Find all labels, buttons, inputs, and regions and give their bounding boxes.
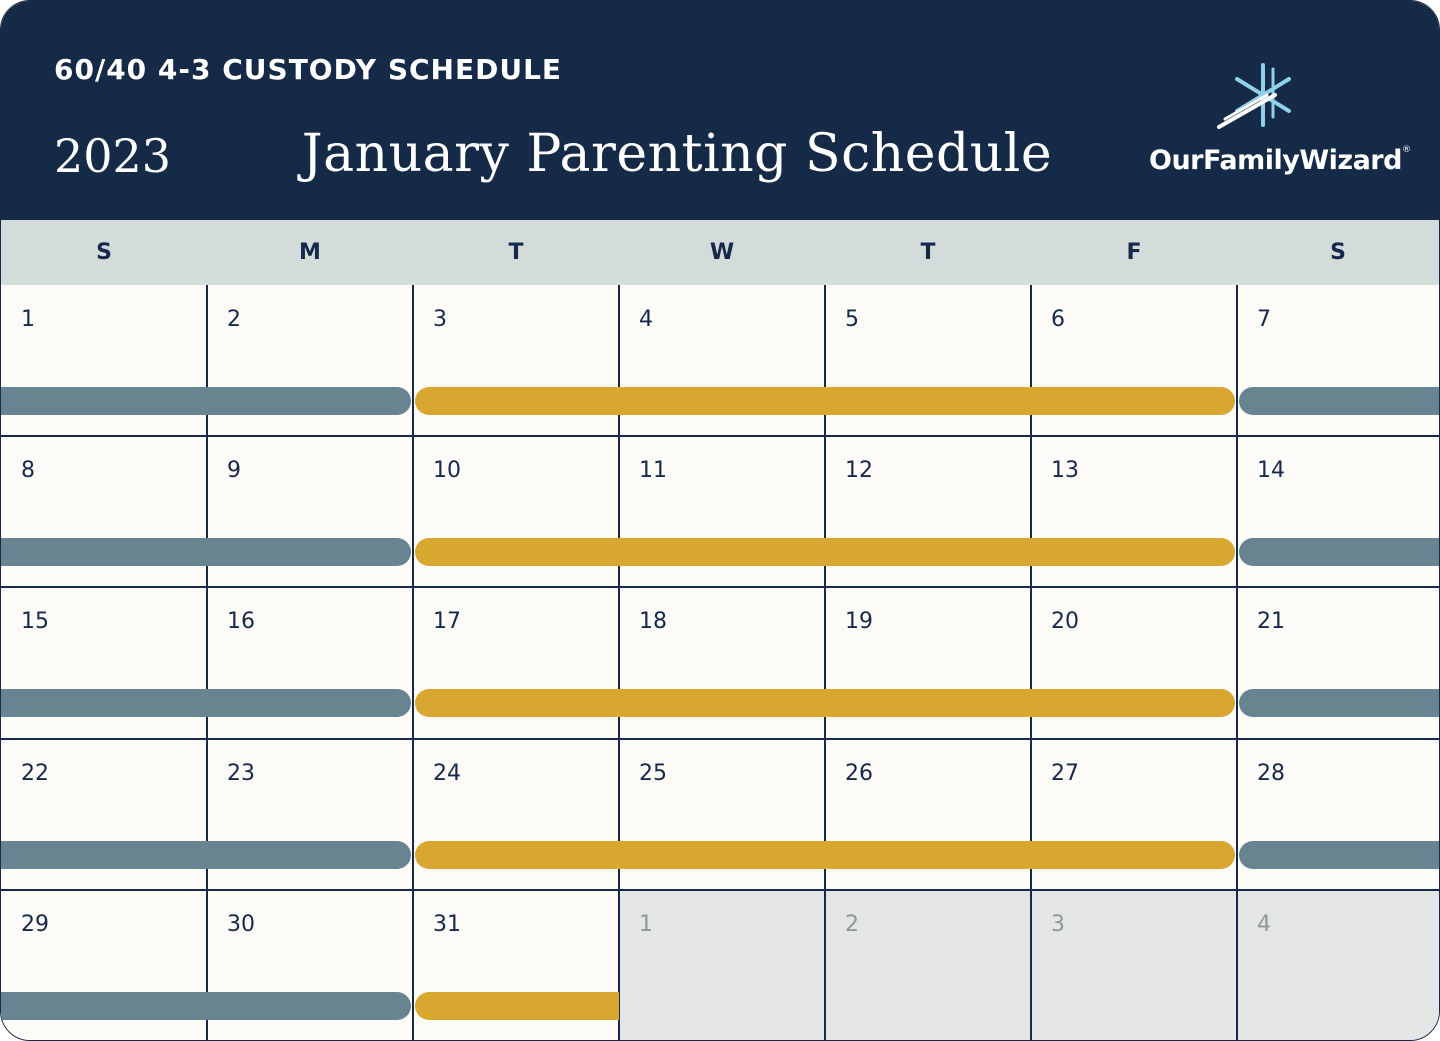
day-number: 23: [227, 760, 255, 786]
day-number: 24: [433, 760, 461, 786]
custody-bar-parent-a: [0, 387, 411, 415]
calendar-day-cell-next-month[interactable]: [1031, 890, 1237, 1041]
calendar-day-cell-next-month[interactable]: [1237, 890, 1439, 1041]
day-number: 5: [845, 307, 859, 332]
day-number: 4: [639, 307, 653, 332]
weekday-header: S: [1330, 240, 1346, 265]
page-title: January Parenting Schedule: [301, 124, 1053, 184]
day-number: 1: [639, 911, 653, 937]
custody-bar-parent-b: [415, 387, 1235, 415]
day-number: 6: [1051, 307, 1065, 332]
custody-bar-parent-a: [0, 841, 411, 869]
custody-bar-parent-a: [0, 538, 411, 566]
grid-row-divider: [1, 738, 1439, 740]
day-number: 20: [1051, 609, 1079, 635]
day-number: 31: [433, 911, 461, 937]
weekday-header: M: [299, 240, 321, 265]
day-number: 27: [1051, 760, 1079, 786]
day-number: 2: [845, 911, 859, 937]
day-number: 19: [845, 609, 873, 635]
day-number: 30: [227, 911, 255, 937]
custody-bar-parent-a: [1239, 538, 1440, 566]
custody-bar-parent-a: [1239, 841, 1440, 869]
grid-row-divider: [1, 586, 1439, 588]
custody-bar-parent-a: [0, 689, 411, 717]
day-number: 14: [1257, 458, 1285, 484]
weekday-header: S: [96, 240, 112, 265]
weekday-header: W: [709, 240, 735, 265]
day-number: 21: [1257, 609, 1285, 635]
calendar-day-cell-next-month[interactable]: [825, 890, 1031, 1041]
calendar-day-cell-next-month[interactable]: [619, 890, 825, 1041]
day-number: 10: [433, 458, 461, 484]
grid-row-divider: [1, 889, 1439, 891]
snowflake-star-logo-icon: [1215, 61, 1311, 131]
year-label: 2023: [54, 129, 172, 183]
day-number: 22: [21, 760, 49, 786]
weekday-header: T: [508, 240, 524, 265]
day-number: 9: [227, 458, 241, 484]
custody-bar-parent-b: [415, 538, 1235, 566]
day-number: 11: [639, 458, 667, 484]
weekday-header: T: [920, 240, 936, 265]
day-number: 17: [433, 609, 461, 635]
day-number: 26: [845, 760, 873, 786]
day-number: 2: [227, 307, 241, 332]
custody-bar-parent-b: [415, 841, 1235, 869]
day-number: 13: [1051, 458, 1079, 484]
day-number: 3: [433, 307, 447, 332]
day-number: 25: [639, 760, 667, 786]
day-number: 7: [1257, 307, 1271, 332]
day-number: 28: [1257, 760, 1285, 786]
custody-bar-parent-b: [415, 992, 619, 1020]
day-number: 16: [227, 609, 255, 635]
custody-bar-parent-a: [1239, 387, 1440, 415]
weekday-header: F: [1126, 240, 1142, 265]
calendar-grid: [1, 285, 1439, 1040]
day-number: 15: [21, 609, 49, 635]
grid-row-divider: [1, 435, 1439, 437]
calendar-header: [1, 1, 1439, 220]
grid-column-divider: [1236, 285, 1238, 1041]
brand-logo: [1141, 61, 1411, 191]
brand-logo-text: OurFamilyWizard®: [1149, 145, 1411, 176]
custody-bar-parent-a: [1239, 689, 1440, 717]
day-number: 3: [1051, 911, 1065, 937]
day-number: 12: [845, 458, 873, 484]
day-number: 29: [21, 911, 49, 937]
schedule-subtitle: 60/40 4-3 CUSTODY SCHEDULE: [54, 53, 563, 86]
custody-bar-parent-a: [0, 992, 411, 1020]
grid-column-divider: [412, 285, 414, 1041]
day-number: 4: [1257, 911, 1271, 937]
day-number: 8: [21, 458, 35, 484]
day-number: 18: [639, 609, 667, 635]
day-number: 1: [21, 307, 35, 332]
custody-bar-parent-b: [415, 689, 1235, 717]
weekday-header-row: [1, 220, 1439, 287]
